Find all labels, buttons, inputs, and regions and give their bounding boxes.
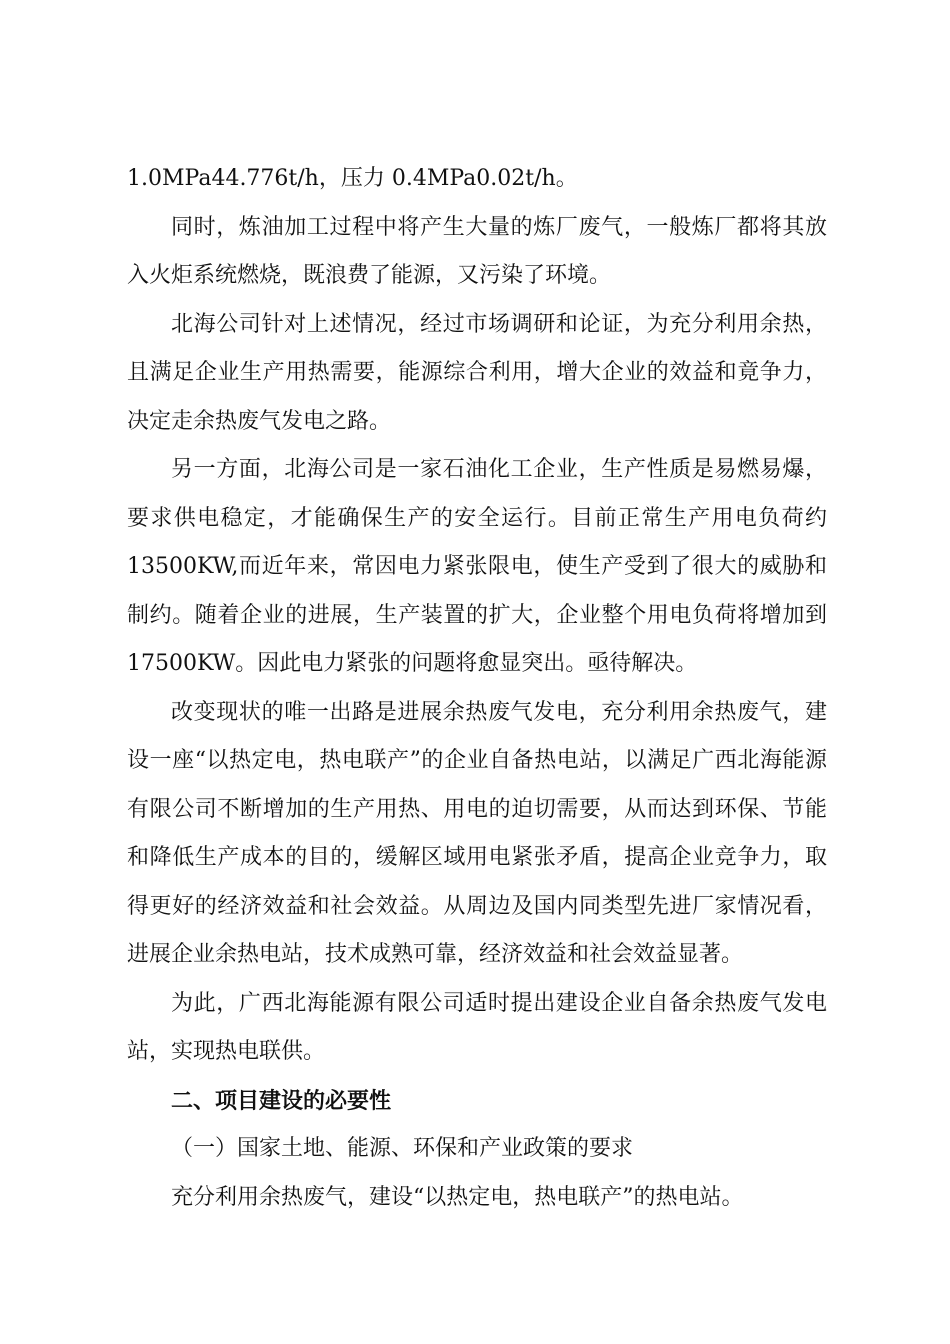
paragraph-refinery-waste-gas: 同时，炼油加工过程中将产生大量的炼厂废气，一般炼厂都将其放入火炬系统燃烧，既浪费了能源，又污染了环境。	[127, 214, 827, 288]
paragraph-policy: 充分利用余热废气，建设“以热定电，热电联产”的热电站。	[171, 1184, 744, 1210]
document-body	[127, 155, 827, 1222]
subsection-heading: （一）国家土地、能源、环保和产业政策的要求	[171, 1136, 634, 1161]
paragraph-power-load: 另一方面，北海公司是一家石油化工企业，生产性质是易燃易爆，要求供电稳定，才能确保生产的安全运行。目前正常生产用电负荷约13500KW,而近年来，常因电力紧张限电，使生产受到了很大的威胁和制约。随着企业的进展，生产装置的扩大，企业整个用电负荷将增加到17500KW。因此电力紧张的问题将愈显突出。亟待解决。	[127, 457, 827, 676]
paragraph-waste-heat-decision: 北海公司针对上述情况，经过市场调研和论证，为充分利用余热，且满足企业生产用热需要，能源综合利用，增大企业的效益和竟争力，决定走余热废气发电之路。	[127, 311, 827, 434]
paragraph-proposal: 为此，广西北海能源有限公司适时提出建设企业自备余热废气发电站，实现热电联供。	[127, 990, 827, 1064]
paragraph-continuation: 1.0MPa44.776t/h，压力 0.4MPa0.02t/h。	[127, 166, 578, 191]
section-heading: 二、项目建设的必要性	[171, 1087, 392, 1114]
paragraph-cogeneration-plan: 改变现状的唯一出路是进展余热废气发电，充分利用余热废气，建设一座“以热定电，热电联产”的企业自备热电站，以满足广西北海能源有限公司不断增加的生产用热、用电的迫切需要，从而达到环保、节能和降低生产成本的目的，缓解区域用电紧张矛盾，提高企业竞争力，取得更好的经济效益和社会效益。从周边及国内同类型先进厂家情况看，进展企业余热电站，技术成熟可靠，经济效益和社会效益显著。	[127, 699, 827, 967]
